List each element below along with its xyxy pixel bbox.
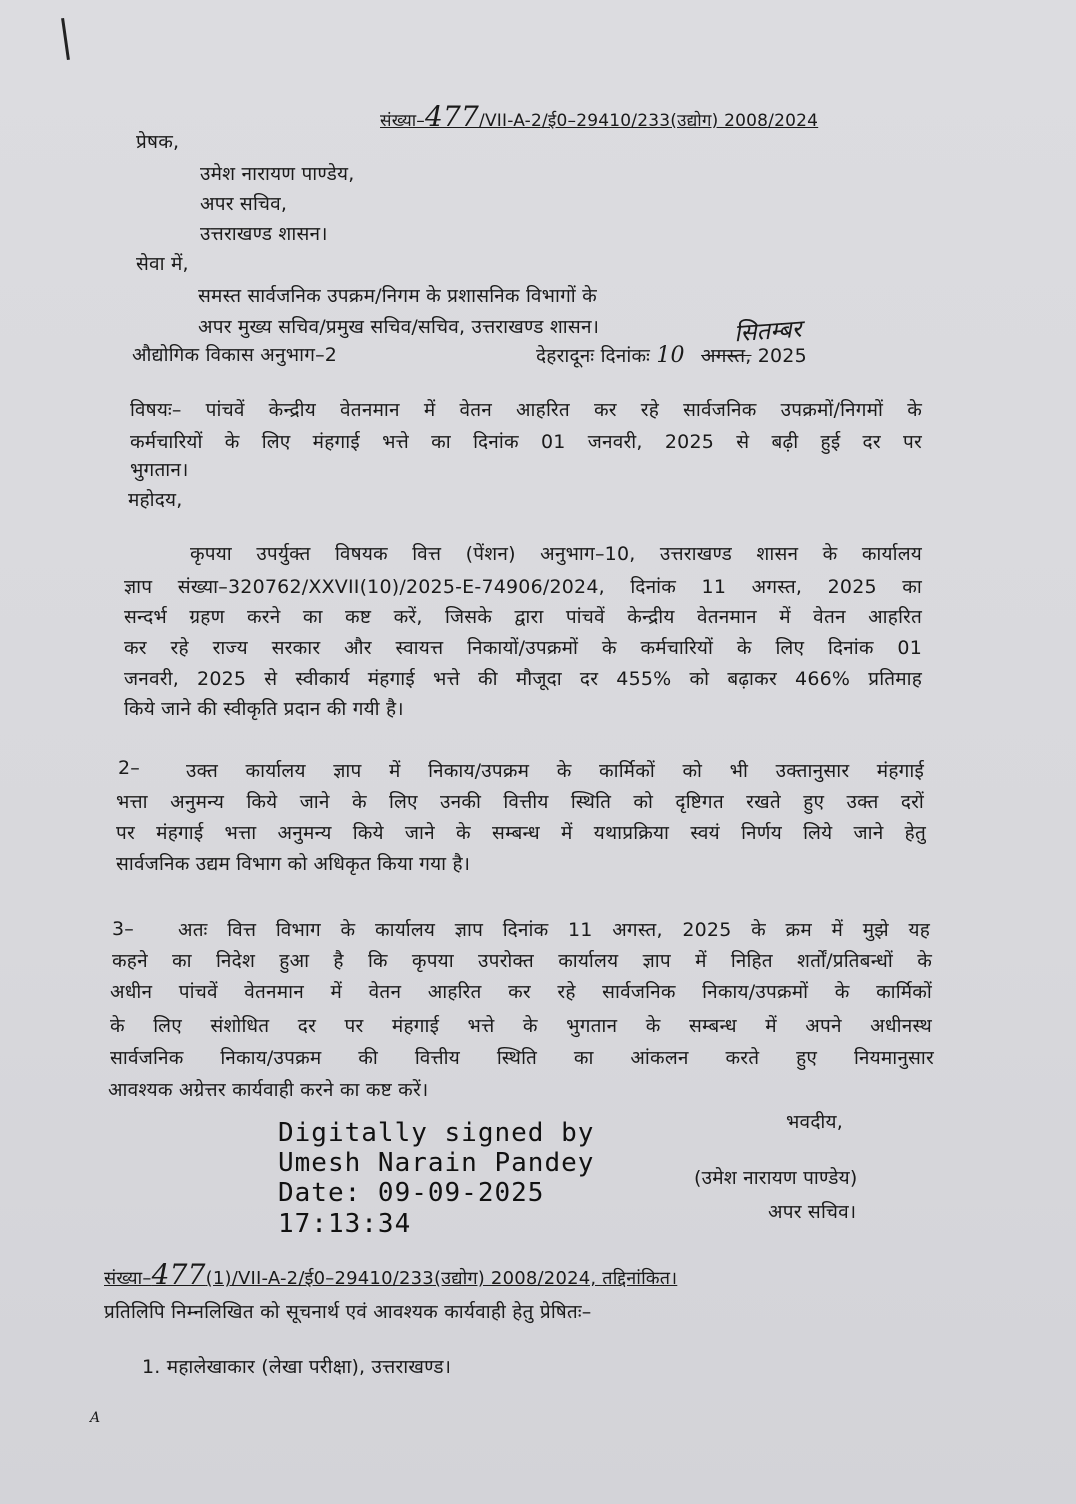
recipient-label: सेवा में,	[136, 253, 189, 275]
pen-mark-icon	[61, 18, 70, 60]
date-month-struck: अगस्त,	[701, 345, 752, 367]
copy-list-text: महालेखाकार (लेखा परीक्षा), उत्तराखण्ड।	[166, 1356, 452, 1378]
digital-signature-line-1: Digitally signed by	[278, 1118, 595, 1148]
para2-line-1: उक्त कार्यालय ज्ञाप में निकाय/उपक्रम के कार्मिकों को भी उक्तानुसार मंहगाई	[186, 760, 924, 782]
para3-line-4: के लिए संशोधित दर पर मंहगाई भत्ते के भुगतान के सम्बन्ध में अपने अधीनस्थ	[110, 1015, 932, 1037]
para1-line-5: जनवरी, 2025 से स्वीकार्य मंहगाई भत्ते की मौजूदा दर 455% को बढ़ाकर 466% प्रतिमाह	[124, 668, 922, 690]
para1-line-1: कृपया उपर्युक्त विषयक वित्त (पेंशन) अनुभाग–10, उत्तराखण्ड शासन के कार्यालय	[190, 543, 922, 565]
date-year: 2025	[757, 345, 807, 367]
copy-list-number: 1.	[142, 1356, 161, 1378]
copy-reference-handwritten-number: 477	[151, 1258, 206, 1291]
para3-number: 3–	[112, 918, 134, 940]
para1-line-3: सन्दर्भ ग्रहण करने का कष्ट करें, जिसके द्वारा पांचवें केन्द्रीय वेतनमान में वेतन आहरित	[124, 606, 922, 628]
subject-line-1: विषयः– पांचवें केन्द्रीय वेतनमान में वेतन आहरित कर रहे सार्वजनिक उपक्रमों/निगमों के	[130, 399, 922, 421]
sender-name: उमेश नारायण पाण्डेय,	[200, 163, 355, 185]
copy-reference-suffix: (1)/VII-A-2/ई0–29410/233(उद्योग) 2008/2024, तद्दिनांकित।	[205, 1268, 678, 1289]
para3-line-6: आवश्यक अग्रेत्तर कार्यवाही करने का कष्ट करें।	[108, 1079, 429, 1101]
para2-line-3: पर मंहगाई भत्ता अनुमन्य किये जाने के सम्बन्ध में यथाप्रक्रिया स्वयं निर्णय लिये जाने हेतु	[116, 822, 926, 844]
para3-line-2: कहने का निदेश हुआ है कि कृपया उपरोक्त कार्यालय ज्ञाप में निहित शर्तों/प्रतिबन्धों के	[112, 950, 932, 972]
date-month-handwritten: सितम्बर	[733, 314, 803, 348]
subject-line-2: कर्मचारियों के लिए मंहगाई भत्ते का दिनांक 01 जनवरी, 2025 से बढ़ी हुई दर पर	[130, 431, 922, 453]
sender-office: उत्तराखण्ड शासन।	[200, 223, 328, 245]
digital-signature-line-4: 17:13:34	[278, 1209, 412, 1239]
para2-number: 2–	[118, 757, 140, 779]
sender-label: प्रेषक,	[136, 131, 180, 153]
date-day-handwritten: 10	[656, 343, 685, 368]
subject-line-3: भुगतान।	[130, 459, 189, 481]
department-section: औद्योगिक विकास अनुभाग–2	[132, 344, 338, 366]
closing-designation: अपर सचिव।	[768, 1201, 857, 1223]
para1-line-2: ज्ञाप संख्या–320762/XXVII(10)/2025-E-74906/2024, दिनांक 11 अगस्त, 2025 का	[124, 576, 922, 598]
para1-line-6: किये जाने की स्वीकृति प्रदान की गयी है।	[124, 698, 404, 720]
footer-mark: A	[90, 1410, 101, 1426]
para2-line-2: भत्ता अनुमन्य किये जाने के लिए उनकी वित्तीय स्थिति को दृष्टिगत रखते हुए उक्त दरों	[116, 791, 924, 813]
sender-designation: अपर सचिव,	[200, 193, 288, 215]
recipient-line-1: समस्त सार्वजनिक उपक्रम/निगम के प्रशासनिक विभागों के	[198, 285, 597, 307]
para3-line-5: सार्वजनिक निकाय/उपक्रम की वित्तीय स्थिति का आंकलन करते हुए नियमानुसार	[110, 1047, 934, 1069]
digital-signature-line-2: Umesh Narain Pandey	[278, 1148, 595, 1178]
closing-name: (उमेश नारायण पाण्डेय)	[694, 1167, 858, 1189]
salutation: महोदय,	[128, 489, 183, 511]
para2-line-4: सार्वजनिक उद्यम विभाग को अधिकृत किया गया है।	[116, 853, 471, 875]
reference-number	[380, 100, 818, 133]
copy-list-item	[142, 1353, 451, 1379]
para3-line-1: अतः वित्त विभाग के कार्यालय ज्ञाप दिनांक 11 अगस्त, 2025 के क्रम में मुझे यह	[178, 919, 930, 941]
para1-line-4: कर रहे राज्य सरकार और स्वायत्त निकायों/उपक्रमों के कर्मचारियों के लिए दिनांक 01	[124, 637, 922, 659]
date-label: देहरादूनः दिनांकः	[536, 345, 651, 367]
copy-reference-prefix: संख्या–	[104, 1268, 152, 1289]
para3-line-3: अधीन पांचवें वेतनमान में वेतन आहरित कर रहे सार्वजनिक निकाय/उपक्रमों के कार्मिकों	[110, 981, 932, 1003]
closing-yours: भवदीय,	[786, 1111, 843, 1133]
recipient-line-2: अपर मुख्य सचिव/प्रमुख सचिव/सचिव, उत्तराखण्ड शासन।	[198, 316, 600, 338]
copy-reference	[104, 1258, 677, 1291]
reference-suffix: /VII-A-2/ई0–29410/233(उद्योग) 2008/2024	[479, 111, 819, 131]
copy-line: प्रतिलिपि निम्नलिखित को सूचनार्थ एवं आवश्यक कार्यवाही हेतु प्रेषितः–	[104, 1301, 592, 1323]
digital-signature-line-3: Date: 09-09-2025	[278, 1178, 545, 1208]
reference-handwritten-number: 477	[425, 100, 480, 133]
reference-prefix: संख्या–	[380, 111, 425, 131]
